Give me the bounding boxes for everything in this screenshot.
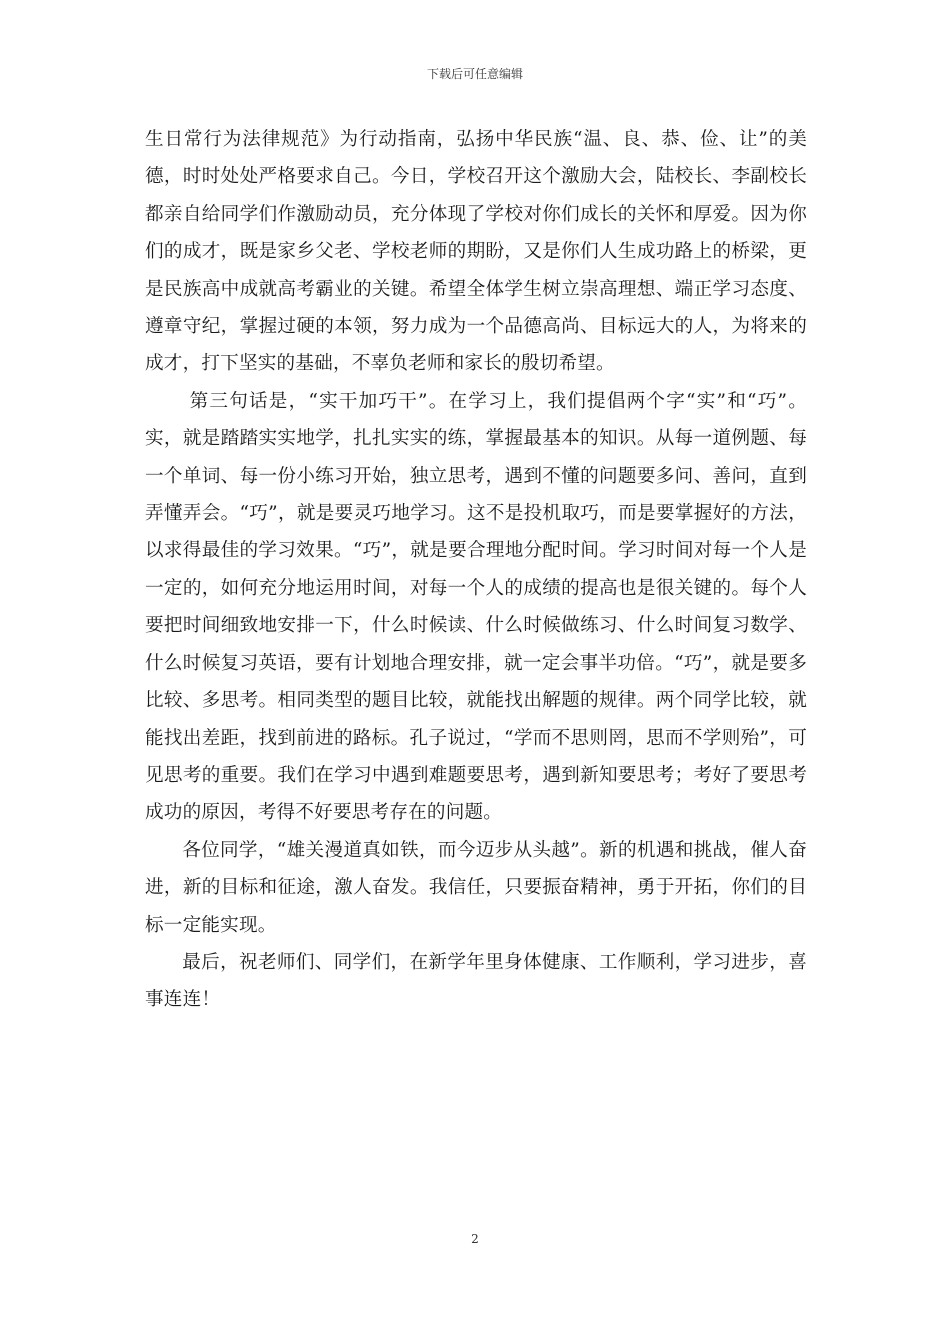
page-number: 2: [471, 1232, 479, 1246]
page-header: 下载后可任意编辑: [426, 67, 523, 81]
paragraph-third-point: 第三句话是，“实干加巧干”。在学习上，我们提倡两个字“实”和“巧”。实，就是踏踏实实地学，扎扎实实的练，掌握最基本的知识。从每一道例题、每一个单词、每一份小练习开始，独立思考，遇到不懂的问题要多问、善问，直到弄懂弄会。“巧”，就是要灵巧地学习。这不是投机取巧，而是要掌握好的方法，以求得最佳的学习效果。“巧”，就是要合理地分配时间。学习时间对每一个人是一定的，如何充分地运用时间，对每一个人的成绩的提高也是很关键的。每个人要把时间细致地安排一下，什么时候读、什么时候做练习、什么时间复习数学、什么时候复习英语，要有计划地合理安排，就一定会事半功倍。“巧”，就是要多比较、多思考。相同类型的题目比较，就能找出解题的规律。两个同学比较，就能找出差距，找到前进的路标。孔子说过，“学而不思则罔，思而不学则殆”，可见思考的重要。我们在学习中遇到难题要思考，遇到新知要思考；考好了要思考成功的原因，考得不好要思考存在的问题。: [145, 390, 807, 824]
paragraph-encouragement: 各位同学，“雄关漫道真如铁，而今迈步从头越”。新的机遇和挑战，催人奋进，新的目标和征途，激人奋发。我信任，只要振奋精神，勇于开拓，你们的目标一定能实现。: [145, 839, 807, 936]
document-body: [145, 121, 807, 1019]
paragraph-continuation: 生日常行为法律规范》为行动指南，弘扬中华民族“温、良、恭、俭、让”的美德，时时处处严格要求自己。今日，学校召开这个激励大会，陆校长、李副校长都亲自给同学们作激励动员，充分体现了学校对你们成长的关怀和厚爱。因为你们的成才，既是家乡父老、学校老师的期盼，又是你们人生成功路上的桥梁，更是民族高中成就高考霸业的关键。希望全体学生树立崇高理想、端正学习态度、遵章守纪，掌握过硬的本领，努力成为一个品德高尚、目标远大的人，为将来的成才，打下坚实的基础，不辜负老师和家长的殷切希望。: [145, 129, 807, 375]
paragraph-closing-wishes: 最后，祝老师们、同学们，在新学年里身体健康、工作顺利，学习进步，喜事连连！: [145, 951, 807, 1011]
